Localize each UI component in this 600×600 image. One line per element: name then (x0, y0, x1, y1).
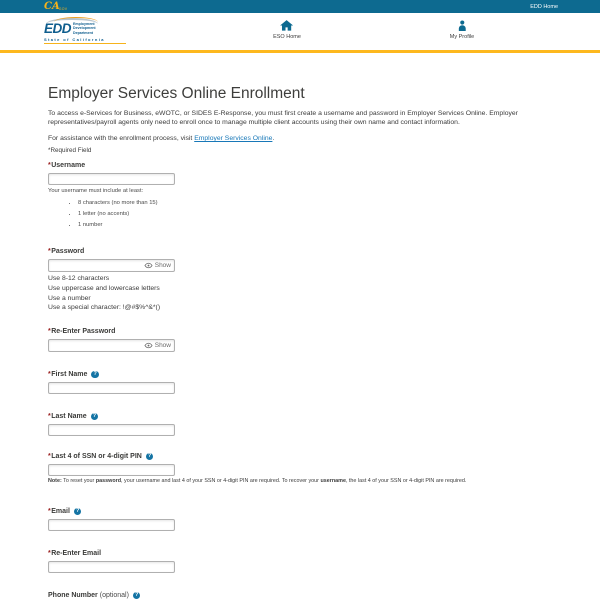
username-input[interactable] (48, 173, 175, 185)
edd-home-link[interactable]: EDD Home (530, 3, 558, 10)
note-bold: password (95, 477, 122, 484)
assistance-line (48, 134, 560, 143)
assistance-suffix: . (272, 135, 275, 143)
reenter-password-show-toggle[interactable] (142, 342, 174, 349)
phone-label (48, 591, 560, 600)
username-label (48, 161, 560, 170)
required-asterisk: * (48, 452, 51, 460)
help-icon[interactable]: ? (91, 413, 99, 421)
reenter-email-field-group (48, 549, 560, 573)
phone-optional-text: (optional) (99, 591, 129, 599)
password-show-label: Show (154, 262, 171, 270)
password-label (48, 247, 560, 256)
edd-logo-line2: Development (73, 26, 96, 31)
nav-my-profile-label: My Profile (449, 34, 475, 40)
password-hint: Use a special character: !@#$%^&*() (48, 304, 161, 312)
password-input-group (48, 259, 175, 272)
edd-logo-tagline: State of California (44, 36, 105, 42)
password-hint: Use 8-12 characters (48, 275, 110, 283)
reenter-email-label (48, 549, 560, 558)
password-field-group (48, 247, 560, 313)
ssn-pin-input[interactable] (48, 464, 175, 476)
username-requirement: • 1 number (78, 220, 560, 231)
required-asterisk: * (48, 412, 51, 420)
password-input[interactable] (49, 261, 142, 271)
password-hint: Use a number (48, 294, 91, 302)
page-title: Employer Services Online Enrollment (48, 84, 305, 102)
first-name-label-text: First Name (51, 370, 88, 378)
last-name-input[interactable] (48, 424, 175, 436)
username-requirement: • 1 letter (no accents) (78, 209, 560, 220)
edd-logo[interactable] (44, 16, 126, 44)
required-asterisk: * (48, 507, 51, 515)
ssn-pin-note (48, 478, 560, 485)
username-requirements-intro: Your username must include at least: (48, 188, 144, 195)
ca-gov-logo-ca: CA (44, 0, 60, 12)
edd-logo-wordmark: EDD (44, 21, 72, 37)
help-icon[interactable]: ? (91, 371, 99, 379)
reenter-password-input[interactable] (49, 340, 142, 350)
first-name-field-group (48, 370, 560, 394)
reenter-password-label (48, 327, 560, 336)
username-requirements-list (48, 198, 560, 231)
assistance-prefix: For assistance with the enrollment process, visit (48, 135, 195, 143)
reenter-email-label-text: Re-Enter Email (51, 549, 102, 557)
password-show-toggle[interactable] (142, 262, 174, 269)
phone-label-text: Phone Number (48, 591, 98, 599)
enrollment-page (0, 53, 600, 600)
ssn-pin-label-text: Last 4 of SSN or 4-digit PIN (51, 452, 142, 460)
reenter-password-input-group (48, 339, 175, 352)
required-asterisk: * (48, 327, 51, 335)
ca-gov-logo-gov: GOV (58, 7, 68, 11)
nav-eso-home-label: ESO Home (273, 34, 301, 40)
site-header (0, 13, 600, 50)
employer-services-online-link[interactable]: Employer Services Online (194, 135, 273, 143)
note-text: , your username and last 4 of your SSN or 4-digit PIN are required. To recover your (121, 477, 321, 484)
eye-icon (144, 342, 153, 349)
last-name-label (48, 412, 560, 421)
intro-paragraph: To access e-Services for Business, eWOTC, or SIDES E-Response, you must first create a username and password in Employer Services Online. Employer representatives/payroll agents only need to enroll once to manage multiple client accounts using their own name and contact information. (48, 109, 518, 127)
password-hint: Use uppercase and lowercase letters (48, 284, 160, 292)
reenter-password-label-text: Re-Enter Password (51, 327, 116, 335)
ssn-pin-label (48, 452, 560, 461)
email-field-group (48, 507, 560, 531)
email-input[interactable] (48, 519, 175, 531)
ssn-pin-field-group (48, 452, 560, 485)
reenter-password-field-group (48, 327, 560, 352)
first-name-label (48, 370, 560, 379)
edd-logo-line3: Department (73, 30, 93, 35)
username-label-text: Username (51, 162, 86, 170)
username-field-group (48, 161, 560, 231)
required-field-note: *Required Field (48, 147, 92, 155)
note-text: , the last 4 of your SSN or 4-digit PIN are required. (345, 477, 467, 484)
note-bold: Note: (48, 477, 62, 484)
note-text: To reset your (61, 477, 96, 484)
home-icon (280, 19, 293, 31)
email-label (48, 507, 560, 516)
edd-logo-arc-orange (54, 17, 98, 27)
username-requirement: • 8 characters (no more than 15) (78, 198, 560, 209)
required-asterisk: * (48, 549, 51, 557)
help-icon[interactable]: ? (133, 592, 141, 600)
edd-logo-underline (44, 43, 126, 45)
last-name-field-group (48, 412, 560, 436)
person-icon (456, 19, 467, 31)
email-label-text: Email (51, 507, 70, 515)
nav-my-profile[interactable] (450, 19, 474, 40)
help-icon[interactable]: ? (74, 508, 82, 516)
top-utility-bar (0, 0, 600, 13)
last-name-label-text: Last Name (51, 412, 87, 420)
help-icon[interactable]: ? (146, 453, 154, 461)
password-label-text: Password (51, 248, 85, 256)
required-asterisk: * (48, 248, 51, 256)
ca-gov-logo[interactable] (44, 2, 67, 12)
nav-eso-home[interactable] (273, 19, 301, 40)
reenter-email-input[interactable] (48, 561, 175, 573)
phone-field-group (48, 591, 560, 600)
required-asterisk: * (48, 370, 51, 378)
password-hints (48, 274, 560, 313)
note-bold: username (320, 477, 346, 484)
eye-icon (144, 262, 153, 269)
edd-logo-line1: Employment (73, 22, 95, 26)
first-name-input[interactable] (48, 382, 175, 394)
reenter-password-show-label: Show (154, 341, 171, 349)
required-asterisk: * (48, 162, 51, 170)
